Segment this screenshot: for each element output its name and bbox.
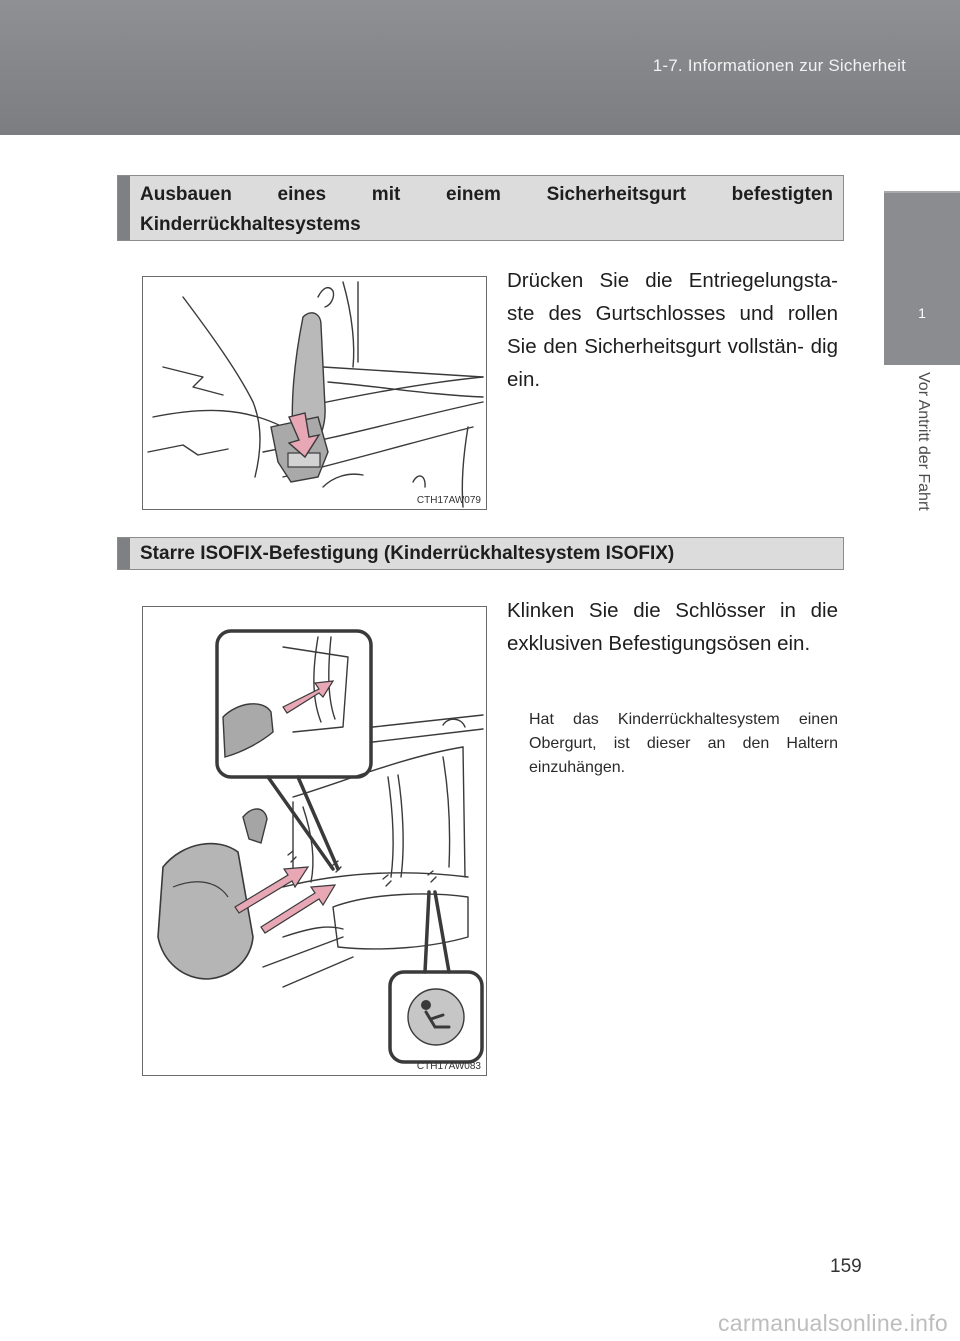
seatbelt-release-illustration	[143, 277, 486, 509]
header-band	[0, 0, 960, 135]
figure-isofix	[142, 606, 487, 1076]
section-heading-text: Starre ISOFIX-Befestigung (Kinderrückhaltesystem ISOFIX)	[140, 543, 675, 564]
figure-code: CTH17AW083	[416, 1061, 481, 1072]
note-text-top-tether: Hat das Kinderrückhaltesystem einen Obergurt, ist dieser an den Haltern einzuhängen.	[529, 711, 838, 776]
watermark: carmanualsonline.info	[717, 1310, 948, 1336]
chapter-number: 1	[918, 305, 926, 321]
chapter-label-vertical	[884, 372, 960, 562]
section-heading-remove-seat	[117, 175, 844, 241]
chapter-title: 1-7. Informationen zur Sicherheit	[652, 56, 906, 75]
page-number: 159	[830, 1256, 862, 1277]
chapter-label: Vor Antritt der Fahrt	[915, 372, 932, 511]
section-heading-text: Ausbauen eines mit einem Sicherheitsgurt befestigten Kinderrückhaltesystems	[140, 184, 833, 235]
section-heading-isofix	[117, 537, 844, 570]
figure-code: CTH17AW079	[416, 495, 481, 506]
isofix-illustration	[143, 607, 486, 1075]
instruction-text-remove: Drücken Sie die Entriegelungsta- ste des Gurtschlosses und rollen Sie den Sicherheitsgurt vollstän- dig ein.	[507, 269, 838, 391]
chapter-tab[interactable]	[884, 191, 960, 365]
instruction-text-isofix: Klinken Sie die Schlösser in die exklusiven Befestigungsösen ein.	[507, 599, 838, 655]
figure-seatbelt-release	[142, 276, 487, 510]
